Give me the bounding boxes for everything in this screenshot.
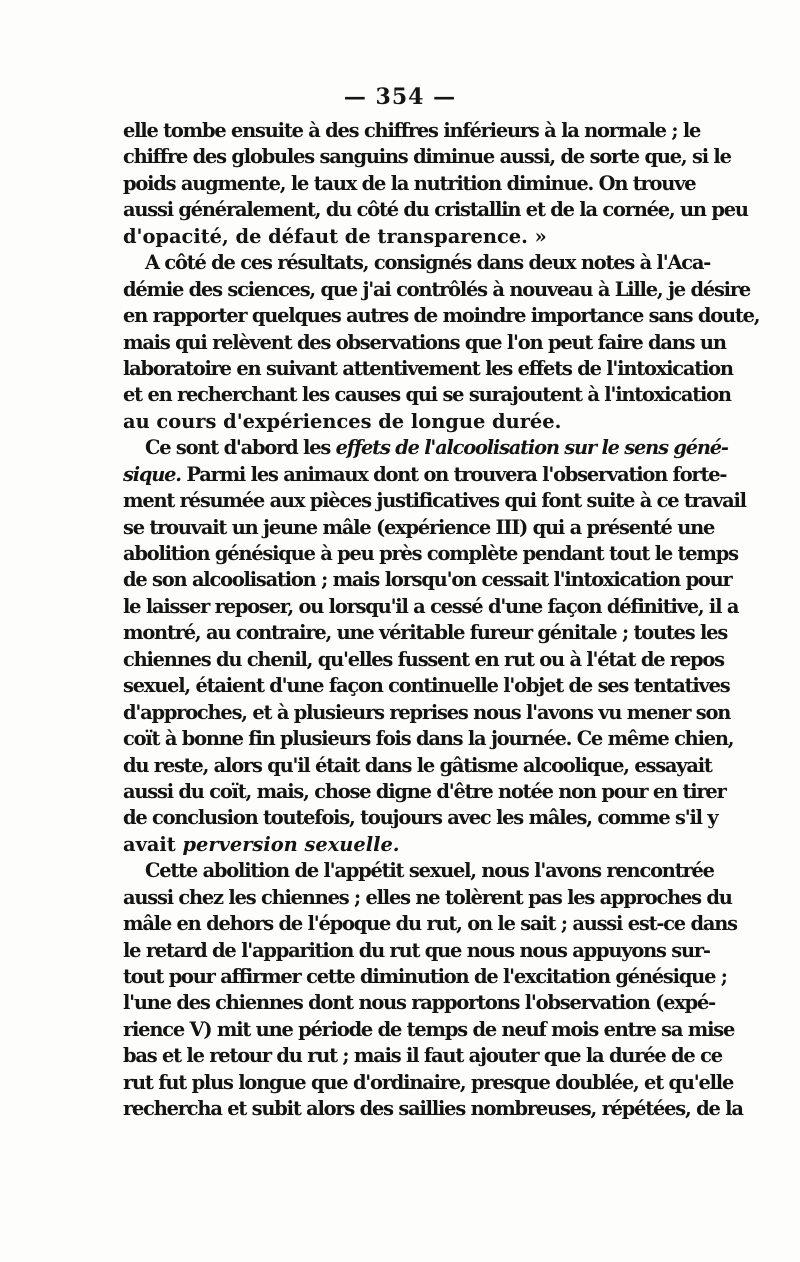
text-line: mais qui relèvent des observations que l'on peut faire dans un [123,330,726,354]
text-line: Cette abolition de l'appétit sexuel, nous l'avons rencontrée [145,859,714,883]
text-line: montré, au contraire, une véritable fureur génitale ; toutes les [123,621,728,645]
text-line: en rapporter quelques autres de moindre importance sans doute, [123,304,760,328]
text-line: d'opacité, de défaut de transparence. » [123,224,547,248]
italic-run: perversion sexuelle. [182,832,400,856]
text-run: Ce sont d'abord les [145,436,336,460]
text-line: rechercha et subit alors des saillies nombreuses, répétées, de la [123,1097,743,1121]
text-line: chiennes du chenil, qu'elles fussent en rut ou à l'état de repos [123,647,724,671]
page-number: — 354 — [343,84,457,110]
text-line [123,462,727,488]
text-run: avait [123,832,183,856]
text-line: rut fut plus longue que d'ordinaire, presque doublée, et qu'elle [123,1070,734,1094]
text-line: d'approches, et à plusieurs reprises nous l'avons vu mener son [123,700,731,724]
text-line: et en recherchant les causes qui se surajoutent à l'intoxication [123,383,731,407]
italic-run: sique. [123,462,181,486]
text-line: se trouvait un jeune mâle (expérience III) qui a présenté une [123,515,715,539]
text-line: abolition génésique à peu près complète pendant tout le temps [123,542,738,565]
text-line: bas et le retour du rut ; mais il faut ajouter que la durée de ce [123,1044,722,1068]
text-line: au cours d'expériences de longue durée. [123,409,562,433]
italic-run: effets de l'alcoolisation sur le sens géné- [335,436,728,460]
text-line: le laisser reposer, ou lorsqu'il a cessé d'une façon définitive, il a [123,594,739,618]
text-line: le retard de l'apparition du rut que nous nous appuyons sur- [123,938,710,962]
text-line: tout pour affirmer cette diminution de l'excitation génésique ; [123,965,727,988]
text-line: mâle en dehors de l'époque du rut, on le sait ; aussi est-ce dans [123,912,737,936]
text-line: elle tombe ensuite à des chiffres inférieurs à la normale ; le [123,119,701,142]
text-line [123,435,728,461]
text-line: aussi chez les chiennes ; elles ne tolèrent pas les approches du [123,885,732,909]
text-run: Parmi les animaux dont on trouvera l'observation forte- [180,462,727,486]
text-line: laboratoire en suivant attentivement les effets de l'intoxication [123,356,733,380]
text-line: l'une des chiennes dont nous rapportons l'observation (expé- [123,991,715,1015]
text-line: aussi généralement, du côté du cristallin et de la cornée, un peu [123,198,748,222]
text-line: démie des sciences, que j'ai contrôlés à nouveau à Lille, je désire [123,277,750,301]
text-line: A côté de ces résultats, consignés dans deux notes à l'Aca- [145,251,711,275]
text-line: de conclusion toutefois, toujours avec les mâles, comme s'il y [123,806,718,830]
text-line: coït à bonne fin plusieurs fois dans la journée. Ce même chien, [123,727,734,751]
text-line: ment résumée aux pièces justificatives qui font suite à ce travail [123,489,746,513]
text-line: poids augmente, le taux de la nutrition diminue. On trouve [123,171,696,195]
text-line: rience V) mit une période de temps de neuf mois entre sa mise [123,1017,735,1041]
text-line [123,832,676,858]
text-line: de son alcoolisation ; mais lorsqu'on cessait l'intoxication pour [123,568,732,592]
text-line: du reste, alors qu'il était dans le gâtisme alcoolique, essayait [123,753,712,777]
text-line: chiffre des globules sanguins diminue aussi, de sorte que, si le [123,145,731,169]
body-text [123,118,760,1123]
text-line: aussi du coït, mais, chose digne d'être notée non pour en tirer [123,779,726,803]
text-line: sexuel, étaient d'une façon continuelle l'objet de ses tentatives [123,674,730,698]
